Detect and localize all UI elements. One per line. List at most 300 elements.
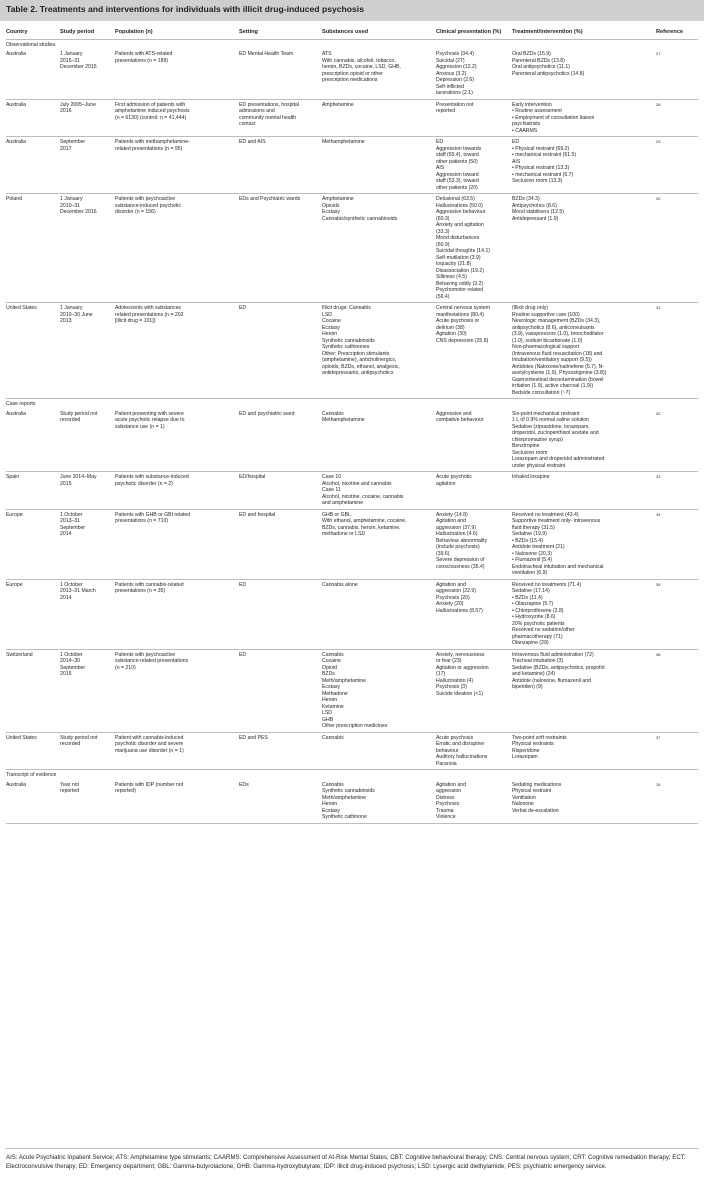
cell-line: Psychosis (34.4) — [436, 51, 474, 57]
cell-line: Psychosis — [436, 801, 460, 807]
cell-line: BZDs (34.3) — [512, 196, 540, 202]
cell-line: Endotracheal intubation and mechanical — [512, 563, 604, 570]
cell-clinical-presentation — [436, 303, 512, 399]
cell-line: Mood stabilisers (12.5) — [512, 209, 564, 215]
section-row — [6, 39, 698, 49]
cell-study-period — [60, 732, 115, 770]
cell-line: Silliness (4.5) — [436, 274, 467, 280]
cell-line: Year not — [60, 781, 79, 788]
cell-line: ventilation (6.9) — [512, 570, 548, 576]
cell-reference — [656, 99, 698, 137]
cell-line: Naloxone — [512, 801, 534, 807]
cell-line: GHB or GBL — [322, 511, 351, 518]
cell-line: June 2014–May — [60, 474, 97, 480]
table-row — [6, 137, 698, 194]
cell-line: staff (53.3), toward — [436, 178, 479, 184]
cell-line: BZDs — [322, 671, 335, 677]
cell-line: Anxiety and agitation — [436, 222, 484, 228]
reference-number: 34 — [656, 511, 661, 517]
cell-line: Antidote treatment (21) — [512, 544, 565, 550]
cell-line: • mechanical restraint (6.7) — [512, 171, 574, 178]
cell-line: ED — [239, 581, 247, 588]
cell-line: 2013–31 — [60, 518, 81, 524]
cell-line: Study period not — [60, 410, 98, 417]
cell-reference — [656, 49, 698, 99]
cell-line: AIS — [512, 158, 521, 165]
cell-line: opioids, BZDs, ethanol, analgesic, — [322, 363, 400, 370]
cell-line: Cannabis/synthetic cannabinoids — [322, 215, 398, 222]
cell-line: Antidepressant (1.9) — [512, 215, 559, 222]
cell-line: (include psychosis) — [436, 544, 480, 550]
cell-clinical-presentation — [436, 780, 512, 824]
table-row — [6, 732, 698, 770]
cell-treatment — [512, 99, 656, 137]
cell-line: Anxiety, nervousness — [436, 651, 485, 658]
cell-treatment — [512, 732, 656, 770]
cell-line: LSD — [322, 710, 333, 716]
cell-line: acetylcysteine (1.9), Physostigmine (3.8)) — [512, 370, 607, 376]
cell-line: Suicidal thoughts (14.1) — [436, 248, 491, 254]
cell-line: (39.6) — [436, 550, 450, 557]
cell-line: Violence — [436, 814, 456, 820]
cell-line: Verbal de-escalation — [512, 807, 559, 814]
cell-line: 2014 — [60, 531, 72, 537]
cell-line: Oral antipsychotics (11.1) — [512, 64, 570, 70]
cell-clinical-presentation — [436, 409, 512, 472]
cell-line: psychotic disorder and severe — [115, 741, 184, 747]
cell-line: 1 L of 0.9% normal saline solution — [512, 417, 589, 423]
cell-reference — [656, 194, 698, 303]
cell-line: Received no treatments (71.4) — [512, 581, 582, 588]
cell-line: Distress — [436, 794, 455, 801]
cell-line: (amphetamine), anticholinergics, — [322, 357, 397, 363]
cell-line: AIS — [436, 165, 445, 171]
reference-number: 33 — [656, 474, 661, 479]
cell-line: prescription opioid or other — [322, 70, 383, 77]
cell-clinical-presentation — [436, 49, 512, 99]
table-body — [6, 39, 698, 823]
reference-number: 37 — [656, 734, 661, 740]
cell-clinical-presentation — [436, 194, 512, 303]
cell-line: Parenteral BZDs (13.8) — [512, 57, 565, 64]
cell-line: December 2016 — [60, 209, 97, 215]
cell-line: marijuana use disorder (n = 1) — [115, 747, 184, 754]
cell-line: ED — [512, 139, 520, 145]
cell-line: prescription medications — [322, 77, 378, 83]
cell-line: Received no sedation/other — [512, 627, 575, 633]
cell-line: Disassociation (19.2) — [436, 267, 485, 274]
cell-line: Agitation (30) — [436, 331, 467, 337]
cell-population — [115, 509, 239, 579]
cell-study-period — [60, 99, 115, 137]
cell-line: First admission of patients with — [115, 101, 186, 108]
cell-line: Parenteral antipsychotics (14.8) — [512, 70, 585, 77]
col-header-population: Population (n) — [115, 27, 239, 39]
reference-number: 28 — [656, 101, 661, 107]
cell-line: Heroin — [322, 697, 338, 703]
cell-line: amphetamine induced psychosis — [115, 108, 190, 114]
cell-line: CNS depression (25.8) — [436, 337, 489, 344]
cell-substances — [322, 137, 436, 194]
table-row — [6, 579, 698, 649]
cell-reference — [656, 137, 698, 194]
cell-line: 2015 — [60, 480, 72, 487]
cell-line: Tracheal intubation (3) — [512, 658, 564, 664]
cell-line: reported) — [115, 788, 136, 794]
cell-line: 2014 — [60, 594, 72, 601]
cell-line: (17) — [436, 671, 446, 677]
reference-number: 36 — [656, 651, 661, 657]
cell-country: United States — [6, 732, 60, 770]
cell-line: 1 January — [60, 196, 83, 202]
cell-country: United States — [6, 303, 60, 399]
cell-clinical-presentation — [436, 99, 512, 137]
cell-population — [115, 194, 239, 303]
cell-line: Patients with psychoactive — [115, 651, 176, 658]
reference-number: 31 — [656, 305, 661, 310]
cell-line: (n = 210) — [115, 664, 136, 671]
treatments-table — [6, 27, 698, 824]
cell-line: Cocaine — [322, 318, 341, 324]
cell-line: Cannabis — [322, 410, 344, 417]
cell-line: Supportive treatment only- intravenous — [512, 518, 601, 524]
cell-line: fluid therapy (31.5) — [512, 524, 555, 531]
cell-line: 2013 — [60, 318, 72, 324]
cell-line: community mental health — [239, 114, 297, 121]
cell-country: Poland — [6, 194, 60, 303]
cell-line: Meth/amphetamine — [322, 794, 367, 801]
cell-clinical-presentation — [436, 472, 512, 510]
cell-line: Risperidone — [512, 747, 540, 754]
cell-line: Patients with ATS-related — [115, 51, 173, 57]
cell-line: Six-point mechanical restraint — [512, 410, 580, 417]
cell-line: reported — [60, 788, 80, 794]
cell-line: September — [60, 139, 86, 145]
cell-line: substance-induced psychotic — [115, 202, 182, 209]
cell-line: Inhaled loxapine — [512, 474, 550, 480]
cell-line: 20% psychotic patients — [512, 620, 565, 627]
cell-treatment — [512, 137, 656, 194]
cell-population — [115, 649, 239, 732]
reference-number: 30 — [656, 196, 661, 201]
cell-line: aggression — [436, 788, 462, 794]
cell-line: Mood disturbances — [436, 235, 480, 241]
cell-line: Psychosis (3) — [436, 684, 467, 690]
cell-line: Psychomotor related — [436, 287, 484, 293]
cell-reference — [656, 509, 698, 579]
cell-line: Two-point soft restraints — [512, 734, 567, 741]
cell-line: Physical restraint — [512, 788, 552, 794]
cell-line: Benztropine — [512, 443, 540, 449]
cell-population — [115, 780, 239, 824]
cell-line: Routine supportive care (100) — [512, 311, 580, 318]
cell-line: July 2005–June — [60, 101, 97, 108]
cell-line: Amphetamine — [322, 101, 354, 108]
cell-treatment — [512, 472, 656, 510]
cell-population — [115, 409, 239, 472]
cell-line: Depression (2.6) — [436, 77, 475, 83]
cell-line: methadone or LSD — [322, 531, 366, 537]
cell-line: Opioid — [322, 664, 337, 671]
cell-line: (1.0), sodium bicarbonate (1.0) — [512, 337, 583, 344]
cell-line: Hallucinations (8.57) — [436, 607, 483, 614]
cell-line: acute psychotic relapse due to — [115, 417, 185, 423]
cell-line: recorded — [60, 417, 81, 423]
cell-line: ED/hospital — [239, 474, 266, 480]
reference-number: 35 — [656, 581, 661, 587]
cell-line: Hallucination (4) — [436, 677, 474, 684]
cell-line: Neurologic management (BZDs (34.3), — [512, 318, 601, 324]
cell-study-period — [60, 509, 115, 579]
cell-line: December 2015 — [60, 64, 97, 70]
cell-line: Methadone — [322, 690, 348, 697]
cell-line: contact — [239, 121, 256, 127]
cell-line: Erratic and disruptive — [436, 741, 485, 747]
cell-treatment — [512, 49, 656, 99]
cell-clinical-presentation — [436, 579, 512, 649]
cell-line: (n = 6130) (control: n = 41,444) — [115, 114, 187, 121]
cell-line: Aggressive and — [436, 410, 472, 417]
cell-line: Sedating medications — [512, 781, 562, 788]
cell-line: Aggression towards — [436, 145, 482, 152]
cell-line: lacerations (2.1) — [436, 90, 473, 96]
cell-reference — [656, 732, 698, 770]
cell-substances — [322, 49, 436, 99]
cell-country: Australia — [6, 137, 60, 194]
cell-line: related presentations (n = 202 — [115, 311, 184, 318]
cell-line: Methamphetamine — [322, 417, 365, 423]
cell-population — [115, 49, 239, 99]
cell-line: Patients with IDP (number not — [115, 781, 184, 788]
cell-line: • Flumazenil (5.4) — [512, 557, 553, 563]
cell-line: consciousness (35.4) — [436, 563, 485, 570]
cell-line: September — [60, 664, 86, 671]
cell-setting — [239, 732, 322, 770]
cell-line: • mechanical restraint (61.5) — [512, 152, 577, 158]
cell-clinical-presentation — [436, 649, 512, 732]
cell-substances — [322, 409, 436, 472]
col-header-treatment: Treatment/intervention (%) — [512, 27, 656, 39]
header-row — [6, 27, 698, 39]
cell-clinical-presentation — [436, 137, 512, 194]
cell-line: • BZDs (11.4) — [512, 594, 543, 601]
cell-line: (33.3) — [436, 228, 450, 235]
cell-line: Cocaine — [322, 658, 341, 664]
cell-setting — [239, 472, 322, 510]
cell-line: Other: Prescription stimulants — [322, 350, 390, 357]
cell-line: disorder (n = 156) — [115, 209, 156, 215]
cell-line: Synthetic cannabinoids — [322, 788, 375, 794]
cell-line: irritation (1.9), active charcoal (1.9)) — [512, 383, 594, 389]
cell-line: droperidol, zuclopenthixol acetate and — [512, 430, 599, 436]
cell-line: Paranoia — [436, 760, 457, 767]
cell-line: 1 October — [60, 581, 83, 588]
cell-line: Lorazepam and droperidol administrated — [512, 456, 605, 462]
cell-line: Meth/amphetamine — [322, 677, 367, 684]
cell-study-period — [60, 780, 115, 824]
cell-line: 2015 — [60, 671, 72, 677]
cell-setting — [239, 194, 322, 303]
cell-line: Sedative (BZDs, antipsychotics, propofol — [512, 664, 605, 671]
cell-line: Study period not — [60, 734, 98, 741]
cell-line: ED and AIS — [239, 139, 266, 145]
cell-line: recorded — [60, 741, 81, 747]
cell-line: pharmacotherapy (71) — [512, 633, 563, 640]
cell-line: Self-mutilation (3.9) — [436, 254, 481, 261]
cell-line: Hallucinations (50.0) — [436, 202, 483, 209]
cell-reference — [656, 409, 698, 472]
cell-line: ATS — [322, 51, 332, 57]
cell-line: 1 October — [60, 511, 83, 518]
cell-line: related presentations (n = 95) — [115, 145, 183, 152]
cell-substances — [322, 509, 436, 579]
cell-line: Case 11 — [322, 487, 341, 493]
section-label: Observational studies — [6, 41, 56, 48]
cell-line: psychiatrists — [512, 121, 541, 127]
cell-line: 1 January — [60, 51, 83, 57]
cell-line: or fear (23) — [436, 658, 462, 664]
cell-line: Acute psychosis or — [436, 318, 480, 324]
cell-line: Synthetic cannabinoids — [322, 337, 375, 344]
cell-line: Acute psychotic — [436, 474, 473, 480]
cell-line: Antidotes (Naloxone/nalmefene (5.7), N- — [512, 363, 605, 370]
cell-line: (56.4) — [436, 293, 450, 300]
cell-line: Trauma — [436, 807, 454, 814]
cell-substances — [322, 303, 436, 399]
cell-study-period — [60, 49, 115, 99]
cell-reference — [656, 649, 698, 732]
cell-line: ED — [436, 139, 444, 145]
cell-setting — [239, 509, 322, 579]
reference-number: 15 — [656, 781, 661, 787]
cell-line: Aggression (12.2) — [436, 64, 477, 70]
cell-line: presentations (n = 189) — [115, 57, 169, 64]
cell-setting — [239, 303, 322, 399]
cell-line: EDs and Psychiatric wards — [239, 196, 301, 202]
cell-substances — [322, 780, 436, 824]
cell-line: and amphetamine — [322, 500, 364, 506]
cell-line: reported — [436, 108, 456, 114]
cell-line: • Chlorprothixene (2.8) — [512, 607, 564, 614]
cell-line: Behaving oddly (3.2) — [436, 280, 484, 287]
cell-line: Alcohol, nicotine, cocaine, cannabis — [322, 493, 404, 500]
section-label: Transcript of evidence — [6, 772, 57, 778]
cell-line: presentations (n = 35) — [115, 588, 166, 594]
cell-line: (3.9), vasopressors (1.0), bronchodilator — [512, 331, 604, 337]
cell-population — [115, 137, 239, 194]
cell-line: ED — [239, 651, 247, 658]
cell-reference — [656, 579, 698, 649]
cell-line: Delusional (63.5) — [436, 196, 475, 202]
cell-line: Alcohol, nicotine and cannabis — [322, 480, 392, 487]
cell-line: under physical restraint — [512, 462, 566, 469]
cell-line: • Olanzapine (5.7) — [512, 601, 554, 607]
table-row — [6, 99, 698, 137]
cell-substances — [322, 472, 436, 510]
cell-line: ED presentations, hospital — [239, 101, 300, 108]
cell-line: [illicit drug = 101]) — [115, 318, 156, 324]
cell-line: aggression (37.9) — [436, 524, 477, 531]
cell-line: ED and psychiatric ward — [239, 410, 295, 417]
cell-line: • CAARMS — [512, 127, 538, 134]
cell-line: Bedside consultation (~7) — [512, 389, 571, 396]
cell-country: Australia — [6, 99, 60, 137]
cell-line: psychotic disorder (n = 2) — [115, 480, 173, 487]
footnote: AIS: Acute Psychiatric Inpatient Service; ATS: Amphetamine type stimulants; CAARMS: Comprehensive Assessment of At-Risk Mental States; CBT: Cognitive behavioural therapy; CNS: Central nervous system; CRT: Cognitive remediation therapy; ECT: Electroconvulsive therapy; ED: Emergency department; GBL: Gamma-butyrolactone; GHB: Gamma-hydroxybutyrate; IDP: illicit drug-induced psychosis; LSD: Lysergic acid diethylamide; PES: psychiatric emergency service. — [6, 1148, 698, 1171]
cell-line: Cannabis — [322, 734, 344, 741]
cell-line: BZDs, cannabis, heroin, ketamine, — [322, 524, 401, 531]
cell-line: Sedative (17.14) — [512, 588, 550, 594]
reference-number: 27 — [656, 51, 661, 56]
cell-line: Early intervention — [512, 101, 552, 108]
cell-line: Opioids — [322, 202, 340, 209]
cell-line: Intravenous fluid administration (72) — [512, 651, 594, 658]
cell-line: With ethanol, amphetamine, cocaine, — [322, 518, 407, 524]
cell-line: Patient presenting with severe — [115, 410, 184, 417]
cell-line: Antipsychotics (8.6) — [512, 202, 557, 209]
cell-reference — [656, 303, 698, 399]
cell-line: Synthetic cathinone — [322, 814, 367, 820]
cell-substances — [322, 649, 436, 732]
cell-line: other patients (20) — [436, 184, 478, 191]
cell-line: substance use (n = 1) — [115, 423, 165, 430]
cell-treatment — [512, 579, 656, 649]
cell-line: Suicidal (27) — [436, 57, 465, 64]
cell-study-period — [60, 303, 115, 399]
cell-line: and ketamine) (24) — [512, 671, 556, 677]
cell-line: Cannabis — [322, 651, 344, 658]
cell-line: Seclusion room — [512, 449, 548, 456]
cell-line: Hallucination (4.6) — [436, 531, 478, 537]
cell-line: ED — [239, 305, 247, 311]
cell-line: behaviour — [436, 747, 459, 754]
table-row — [6, 649, 698, 732]
cell-country: Australia — [6, 780, 60, 824]
cell-line: heroin, BZDs, cocaine, LSD, GHB, — [322, 64, 401, 70]
cell-line: Amphetamine — [322, 196, 354, 202]
cell-line: (60.3) — [436, 215, 450, 222]
col-header-country: Country — [6, 27, 60, 39]
cell-line: chlorpromazine syrup) — [512, 436, 563, 443]
section-label: Case reports — [6, 401, 36, 407]
cell-line: Self-inflicted — [436, 83, 464, 90]
cell-line: staff (65.4), toward — [436, 152, 479, 158]
cell-treatment — [512, 509, 656, 579]
cell-line: Auditory hallucinations — [436, 754, 488, 760]
cell-country: Switzerland — [6, 649, 60, 732]
cell-country: Australia — [6, 409, 60, 472]
cell-setting — [239, 780, 322, 824]
cell-line: Patients with methamphetamine- — [115, 139, 190, 145]
cell-line: Aggressive behaviour — [436, 209, 486, 215]
cell-line: presentations (n = 710) — [115, 518, 169, 524]
cell-substances — [322, 579, 436, 649]
cell-country: Europe — [6, 509, 60, 579]
cell-line: 2014–30 — [60, 658, 81, 664]
cell-line: ED and hospital — [239, 511, 276, 518]
table-row — [6, 409, 698, 472]
col-header-reference: Reference — [656, 27, 698, 39]
cell-clinical-presentation — [436, 509, 512, 579]
cell-line: Physical restraints — [512, 741, 554, 747]
cell-line: Non-pharmacological support — [512, 344, 580, 350]
cell-line: Ventilation — [512, 794, 536, 801]
cell-line: Olanzapine (29) — [512, 640, 549, 646]
cell-line: manifestations (80.4) — [436, 311, 485, 318]
cell-line: Patients with psychoactive — [115, 196, 176, 202]
cell-line: delirium (38) — [436, 324, 465, 331]
cell-clinical-presentation — [436, 732, 512, 770]
